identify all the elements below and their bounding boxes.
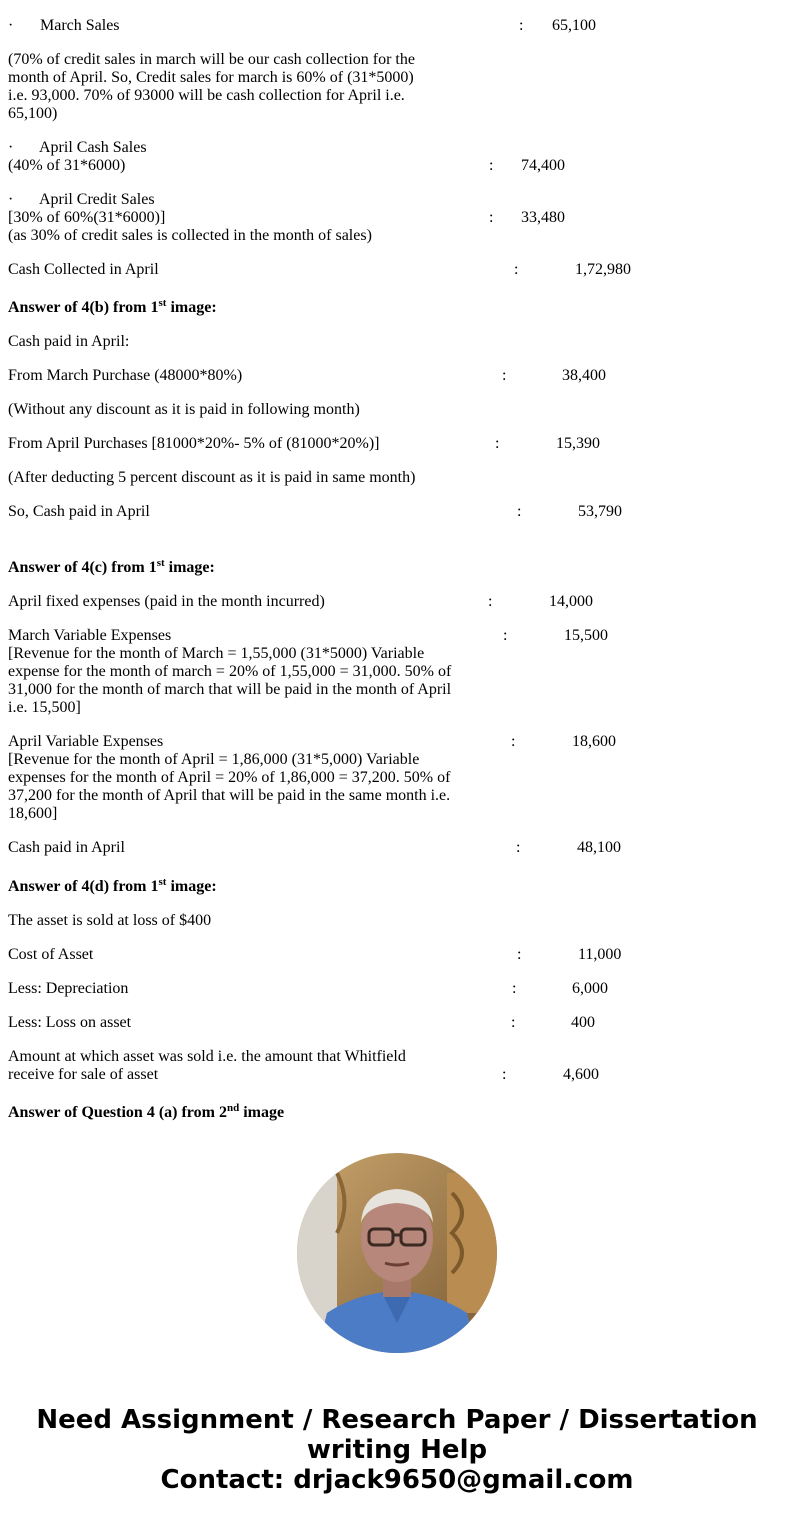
cash-collected-label: Cash Collected in April [8, 261, 159, 278]
banner-line-1: Need Assignment / Research Paper / Dissertation [36, 1405, 758, 1435]
answer-4d-dep-value: 6,000 [572, 980, 608, 997]
answer-4d-cost-value: 11,000 [578, 946, 622, 963]
april-credit-sales-note: (as 30% of credit sales is collected in the month of sales) [8, 227, 372, 244]
answer-4c-march-var-note: [Revenue for the month of March = 1,55,000 (31*5000) Variable expense for the month of march = 20% of 1,55,000 = 31,000. 50% of 31,000 for the month of march that will be paid in the month of April i.e. 15,500] [8, 645, 452, 716]
banner-line-2: writing Help [306, 1435, 488, 1465]
answer-4c-april-var-value: 18,600 [572, 733, 616, 750]
answer-4d-intro: The asset is sold at loss of $400 [8, 912, 212, 929]
march-sales-note: (70% of credit sales in march will be our cash collection for the month of April. So, Credit sales for march is 60% of (31*5000) i.e. 93,000. 70% of 93000 will be cash collection for April i.e. 65,100) [8, 51, 415, 122]
march-sales-bullet: · [8, 17, 14, 34]
answer-4c-april-var-label: April Variable Expenses [8, 733, 164, 750]
answer-4b-intro: Cash paid in April: [8, 333, 130, 350]
answer-4b-heading: Answer of 4(b) from 1st image: [8, 297, 217, 316]
answer-4d-loss-colon: : [511, 1014, 516, 1031]
answer-4c-fixed-colon: : [488, 593, 493, 610]
april-cash-sales-detail: (40% of 31*6000) [8, 157, 126, 174]
answer-4b-total-value: 53,790 [578, 503, 622, 520]
answer-4d-cost-label: Cost of Asset [8, 946, 94, 963]
answer-4b-total-colon: : [517, 503, 522, 520]
answer-4c-fixed-label: April fixed expenses (paid in the month incurred) [8, 593, 325, 610]
april-cash-sales-colon: : [489, 157, 494, 174]
april-cash-sales-bullet: · [8, 139, 14, 156]
answer-4b-april-label: From April Purchases [81000*20%- 5% of (81000*20%)] [8, 435, 380, 452]
answer-4c-april-var-note: [Revenue for the month of April = 1,86,000 (31*5,000) Variable expenses for the month of April = 20% of 1,86,000 = 37,200. 50% of 37,200 for the month of April that will be paid in the same month i.e. 18,600] [8, 751, 451, 822]
cash-collected-colon: : [514, 261, 519, 278]
april-cash-sales-label: April Cash Sales [39, 139, 147, 156]
answer-4b-april-value: 15,390 [556, 435, 600, 452]
answer-4c-total-value: 48,100 [577, 839, 621, 856]
april-credit-sales-value: 33,480 [521, 209, 565, 226]
author-avatar [297, 1153, 497, 1353]
cash-collected-value: 1,72,980 [575, 261, 631, 278]
answer-4d-dep-label: Less: Depreciation [8, 980, 129, 997]
answer-4d-dep-colon: : [512, 980, 517, 997]
answer-4c-march-var-colon: : [503, 627, 508, 644]
answer-4d-loss-label: Less: Loss on asset [8, 1014, 132, 1031]
april-credit-sales-label: April Credit Sales [39, 191, 155, 208]
banner-contact: Contact: drjack9650@gmail.com [160, 1465, 634, 1495]
answer-4b-march-note: (Without any discount as it is paid in following month) [8, 401, 360, 418]
answer-4c-total-colon: : [516, 839, 521, 856]
answer-4d-loss-value: 400 [571, 1014, 595, 1031]
answer-4b-april-note: (After deducting 5 percent discount as it is paid in same month) [8, 469, 416, 486]
answer-q4a-heading: Answer of Question 4 (a) from 2nd image [8, 1102, 285, 1121]
answer-4b-march-label: From March Purchase (48000*80%) [8, 367, 243, 384]
author-portrait-image [297, 1153, 497, 1353]
answer-4b-april-colon: : [495, 435, 500, 452]
april-credit-sales-colon: : [489, 209, 494, 226]
answer-4b-march-colon: : [502, 367, 507, 384]
answer-4b-march-value: 38,400 [562, 367, 606, 384]
answer-4c-heading: Answer of 4(c) from 1st image: [8, 557, 215, 576]
april-credit-sales-detail: [30% of 60%(31*6000)] [8, 209, 166, 226]
answer-4c-march-var-label: March Variable Expenses [8, 627, 172, 644]
answer-4d-heading: Answer of 4(d) from 1st image: [8, 876, 217, 895]
answer-4d-cost-colon: : [517, 946, 522, 963]
answer-4c-march-var-value: 15,500 [564, 627, 608, 644]
april-credit-sales-bullet: · [8, 191, 14, 208]
march-sales-label: March Sales [40, 17, 120, 34]
april-cash-sales-value: 74,400 [521, 157, 565, 174]
answer-4b-total-label: So, Cash paid in April [8, 503, 150, 520]
march-sales-colon: : [519, 17, 524, 34]
march-sales-value: 65,100 [552, 17, 596, 34]
answer-4c-total-label: Cash paid in April [8, 839, 125, 856]
answer-4d-sold-value: 4,600 [563, 1066, 599, 1083]
answer-4c-fixed-value: 14,000 [549, 593, 593, 610]
answer-4d-sold-colon: : [502, 1066, 507, 1083]
answer-4c-april-var-colon: : [511, 733, 516, 750]
answer-4d-sold-label: Amount at which asset was sold i.e. the amount that Whitfield receive for sale of asset [8, 1048, 406, 1083]
